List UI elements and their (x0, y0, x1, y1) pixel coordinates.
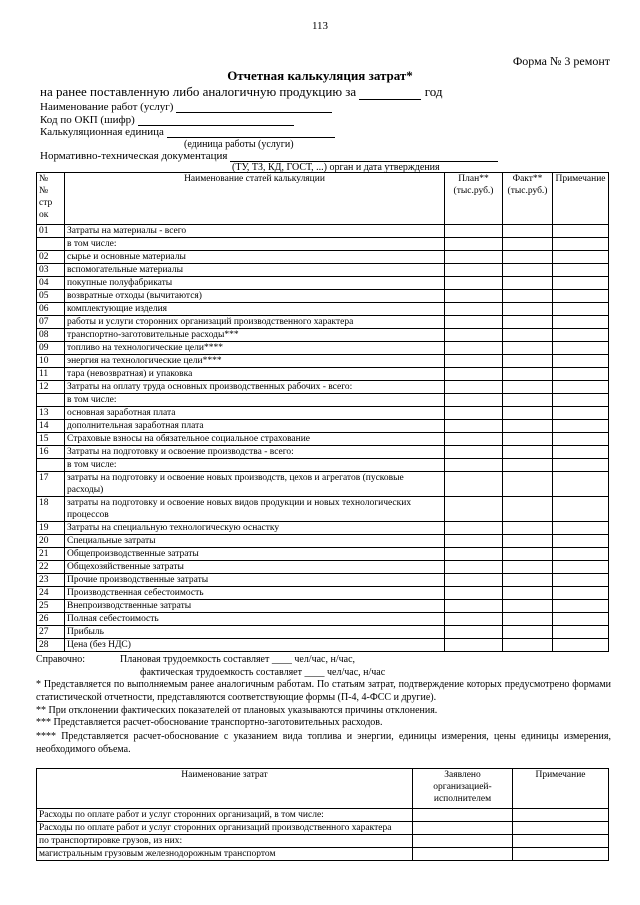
row-note (553, 459, 609, 472)
row-name: возвратные отходы (вычитаются) (65, 290, 445, 303)
table-row (37, 316, 609, 329)
row-number: 09 (37, 342, 65, 355)
work-name-line (40, 101, 332, 113)
cost-declared (413, 822, 513, 835)
cost-note (513, 822, 609, 835)
row-fact (503, 264, 553, 277)
row-note (553, 355, 609, 368)
row-name: Прочие производственные затраты (65, 574, 445, 587)
row-number: 20 (37, 535, 65, 548)
row-name: дополнительная заработная плата (65, 420, 445, 433)
row-number: 03 (37, 264, 65, 277)
row-plan (445, 342, 503, 355)
table-row (37, 626, 609, 639)
row-plan (445, 381, 503, 394)
row-fact (503, 225, 553, 238)
row-number: 23 (37, 574, 65, 587)
row-note (553, 394, 609, 407)
okp-line (40, 114, 294, 126)
reference-line1: Плановая трудоемкость составляет ____ чел/час, н/час, (120, 654, 356, 665)
row-number: 04 (37, 277, 65, 290)
cost-name: Расходы по оплате работ и услуг сторонних организаций производственного характера (37, 822, 413, 835)
row-plan (445, 264, 503, 277)
okp-blank (138, 114, 294, 126)
subtitle-prefix: на ранее поставленную либо аналогичную продукцию за (40, 84, 357, 99)
row-fact (503, 381, 553, 394)
t2-header-declared: Заявлено организацией- исполнителем (413, 769, 513, 809)
row-fact (503, 535, 553, 548)
table-row (37, 446, 609, 459)
row-name: энергия на технологические цели**** (65, 355, 445, 368)
header-note: Примечание (553, 173, 609, 225)
row-fact (503, 368, 553, 381)
note-2: ** При отклонении фактических показателей от плановых указываются причины отклонения. (36, 705, 438, 716)
header-plan: План** (тыс.руб.) (445, 173, 503, 225)
table-row (37, 459, 609, 472)
row-plan (445, 613, 503, 626)
row-note (553, 548, 609, 561)
table-row (37, 225, 609, 238)
note-1: * Представляется по выполняемым ранее аналогичным работам. По статьям затрат, подтверждение которых предусмотрено формами статистической отчетности, представляются соответствующие формы (П-4, 4-ФСС и другие). (36, 679, 611, 703)
row-number: 22 (37, 561, 65, 574)
normative-hint: (ТУ, ТЗ, КД, ГОСТ, ...) орган и дата утверждения (232, 162, 440, 173)
row-number: 18 (37, 497, 65, 522)
row-name: сырье и основные материалы (65, 251, 445, 264)
cost-note (513, 835, 609, 848)
row-number: 01 (37, 225, 65, 238)
table-row (37, 433, 609, 446)
row-plan (445, 355, 503, 368)
row-name: Общехозяйственные затраты (65, 561, 445, 574)
row-number: 17 (37, 472, 65, 497)
table-row (37, 394, 609, 407)
table-row (37, 600, 609, 613)
row-number: 25 (37, 600, 65, 613)
table-row (37, 472, 609, 497)
table-row (37, 809, 609, 822)
row-fact (503, 459, 553, 472)
table-row (37, 329, 609, 342)
row-name: в том числе: (65, 394, 445, 407)
normative-blank (230, 150, 498, 162)
table-row (37, 368, 609, 381)
row-plan (445, 407, 503, 420)
row-note (553, 535, 609, 548)
row-name: вспомогательные материалы (65, 264, 445, 277)
table-row (37, 522, 609, 535)
row-name: топливо на технологические цели**** (65, 342, 445, 355)
row-name: Полная себестоимость (65, 613, 445, 626)
row-name: комплектующие изделия (65, 303, 445, 316)
row-number: 12 (37, 381, 65, 394)
row-note (553, 303, 609, 316)
row-plan (445, 316, 503, 329)
row-fact (503, 303, 553, 316)
table-row (37, 407, 609, 420)
row-plan (445, 561, 503, 574)
unit-line (40, 126, 335, 138)
row-fact (503, 522, 553, 535)
row-name: Прибыль (65, 626, 445, 639)
form-label: Форма № 3 ремонт (512, 54, 610, 68)
row-plan (445, 251, 503, 264)
row-plan (445, 459, 503, 472)
table-row (37, 639, 609, 652)
row-name: транспортно-заготовительные расходы*** (65, 329, 445, 342)
table-row (37, 822, 609, 835)
external-costs-table (36, 768, 609, 861)
row-note (553, 277, 609, 290)
row-note (553, 381, 609, 394)
table-row (37, 587, 609, 600)
row-fact (503, 251, 553, 264)
row-plan (445, 574, 503, 587)
table-row (37, 277, 609, 290)
note-3: *** Представляется расчет-обоснование транспортно-заготовительных расходов. (36, 717, 383, 728)
row-plan (445, 329, 503, 342)
table-row (37, 574, 609, 587)
row-plan (445, 433, 503, 446)
row-note (553, 446, 609, 459)
reference-line2: фактическая трудоемкость составляет ____ чел/час, н/час (140, 667, 386, 678)
table-row (37, 561, 609, 574)
row-number (37, 459, 65, 472)
row-number: 11 (37, 368, 65, 381)
row-name: Страховые взносы на обязательное социальное страхование (65, 433, 445, 446)
row-number (37, 394, 65, 407)
row-number: 26 (37, 613, 65, 626)
unit-label: Калькуляционная единица (40, 126, 164, 138)
normative-line (40, 150, 498, 162)
row-number: 21 (37, 548, 65, 561)
row-number: 24 (37, 587, 65, 600)
row-fact (503, 561, 553, 574)
cost-name: по транспортировке грузов, из них: (37, 835, 413, 848)
table-row (37, 420, 609, 433)
row-name: Затраты на подготовку и освоение производства - всего: (65, 446, 445, 459)
row-note (553, 587, 609, 600)
row-fact (503, 342, 553, 355)
row-note (553, 600, 609, 613)
row-plan (445, 626, 503, 639)
calculation-table (36, 172, 609, 652)
table-row (37, 303, 609, 316)
row-fact (503, 407, 553, 420)
cost-declared (413, 835, 513, 848)
cost-note (513, 848, 609, 861)
row-plan (445, 535, 503, 548)
row-note (553, 497, 609, 522)
row-fact (503, 497, 553, 522)
row-plan (445, 587, 503, 600)
year-blank (359, 88, 421, 100)
reference-label: Справочно: (36, 654, 86, 665)
table-row (37, 835, 609, 848)
normative-label: Нормативно-техническая документация (40, 150, 228, 162)
row-note (553, 368, 609, 381)
row-number: 28 (37, 639, 65, 652)
row-name: в том числе: (65, 459, 445, 472)
cost-name: Расходы по оплате работ и услуг сторонних организаций, в том числе: (37, 809, 413, 822)
row-plan (445, 497, 503, 522)
row-plan (445, 472, 503, 497)
row-number: 13 (37, 407, 65, 420)
row-plan (445, 290, 503, 303)
row-note (553, 522, 609, 535)
document-title: Отчетная калькуляция затрат* (227, 68, 413, 83)
row-number: 14 (37, 420, 65, 433)
cost-name: магистральным грузовым железнодорожным транспортом (37, 848, 413, 861)
row-fact (503, 329, 553, 342)
row-fact (503, 548, 553, 561)
row-name: в том числе: (65, 238, 445, 251)
okp-label: Код по ОКП (шифр) (40, 114, 135, 126)
row-name: основная заработная плата (65, 407, 445, 420)
row-fact (503, 574, 553, 587)
reference-block (36, 653, 611, 679)
cost-declared (413, 809, 513, 822)
row-fact (503, 626, 553, 639)
table-row (37, 535, 609, 548)
row-fact (503, 420, 553, 433)
row-note (553, 342, 609, 355)
row-note (553, 613, 609, 626)
table-row (37, 342, 609, 355)
table-row (37, 238, 609, 251)
header-num: № № стр ок (37, 173, 65, 225)
row-name: покупные полуфабрикаты (65, 277, 445, 290)
row-number: 19 (37, 522, 65, 535)
table-row (37, 251, 609, 264)
row-number: 02 (37, 251, 65, 264)
row-note (553, 420, 609, 433)
row-plan (445, 277, 503, 290)
row-plan (445, 639, 503, 652)
work-name-blank (176, 101, 332, 113)
row-fact (503, 316, 553, 329)
row-plan (445, 394, 503, 407)
table-row (37, 548, 609, 561)
row-plan (445, 238, 503, 251)
t2-header-note: Примечание (513, 769, 609, 809)
row-number: 07 (37, 316, 65, 329)
row-number: 08 (37, 329, 65, 342)
header-name: Наименование статей калькуляции (65, 173, 445, 225)
row-note (553, 407, 609, 420)
row-fact (503, 613, 553, 626)
row-note (553, 264, 609, 277)
row-note (553, 472, 609, 497)
row-name: тара (невозвратная) и упаковка (65, 368, 445, 381)
row-fact (503, 639, 553, 652)
row-note (553, 639, 609, 652)
row-note (553, 626, 609, 639)
row-name: Производственная себестоимость (65, 587, 445, 600)
table-row (37, 497, 609, 522)
row-fact (503, 472, 553, 497)
row-plan (445, 522, 503, 535)
row-name: Затраты на специальную технологическую оснастку (65, 522, 445, 535)
row-note (553, 290, 609, 303)
row-number (37, 238, 65, 251)
row-note (553, 225, 609, 238)
row-note (553, 251, 609, 264)
row-number: 16 (37, 446, 65, 459)
row-fact (503, 600, 553, 613)
row-note (553, 561, 609, 574)
row-name: затраты на подготовку и освоение новых производств, цехов и агрегатов (пусковые расходы) (65, 472, 445, 497)
row-fact (503, 290, 553, 303)
row-plan (445, 420, 503, 433)
row-plan (445, 600, 503, 613)
row-note (553, 574, 609, 587)
table-row (37, 848, 609, 861)
table-row (37, 613, 609, 626)
subtitle (40, 84, 442, 100)
row-name: затраты на подготовку и освоение новых видов продукции и новых технологических процессов (65, 497, 445, 522)
row-fact (503, 394, 553, 407)
row-plan (445, 446, 503, 459)
note-4: **** Представляется расчет-обоснование с указанием вида топлива и энергии, единицы измерения, цены единицы измерения, необходимого объема. (36, 731, 611, 755)
row-fact (503, 587, 553, 600)
row-note (553, 238, 609, 251)
row-number: 05 (37, 290, 65, 303)
work-name-label: Наименование работ (услуг) (40, 101, 174, 113)
row-name: Затраты на оплату труда основных производственных рабочих - всего: (65, 381, 445, 394)
row-note (553, 433, 609, 446)
row-fact (503, 433, 553, 446)
row-name: Специальные затраты (65, 535, 445, 548)
subtitle-suffix: год (424, 84, 443, 99)
row-plan (445, 368, 503, 381)
row-name: Цена (без НДС) (65, 639, 445, 652)
row-fact (503, 355, 553, 368)
row-note (553, 316, 609, 329)
unit-hint: (единица работы (услуги) (184, 139, 294, 150)
cost-declared (413, 848, 513, 861)
row-number: 15 (37, 433, 65, 446)
unit-blank (167, 126, 335, 138)
table-row (37, 264, 609, 277)
row-number: 27 (37, 626, 65, 639)
row-name: Внепроизводственные затраты (65, 600, 445, 613)
row-plan (445, 225, 503, 238)
row-name: Общепроизводственные затраты (65, 548, 445, 561)
row-plan (445, 303, 503, 316)
row-fact (503, 238, 553, 251)
row-note (553, 329, 609, 342)
row-number: 06 (37, 303, 65, 316)
row-plan (445, 548, 503, 561)
page-number: 113 (311, 20, 329, 32)
table-row (37, 381, 609, 394)
row-name: Затраты на материалы - всего (65, 225, 445, 238)
t2-header-name: Наименование затрат (37, 769, 413, 809)
row-number: 10 (37, 355, 65, 368)
table-row (37, 355, 609, 368)
header-fact: Факт** (тыс.руб.) (503, 173, 553, 225)
row-name: работы и услуги сторонних организаций производственного характера (65, 316, 445, 329)
table-row (37, 290, 609, 303)
row-fact (503, 277, 553, 290)
cost-note (513, 809, 609, 822)
row-fact (503, 446, 553, 459)
